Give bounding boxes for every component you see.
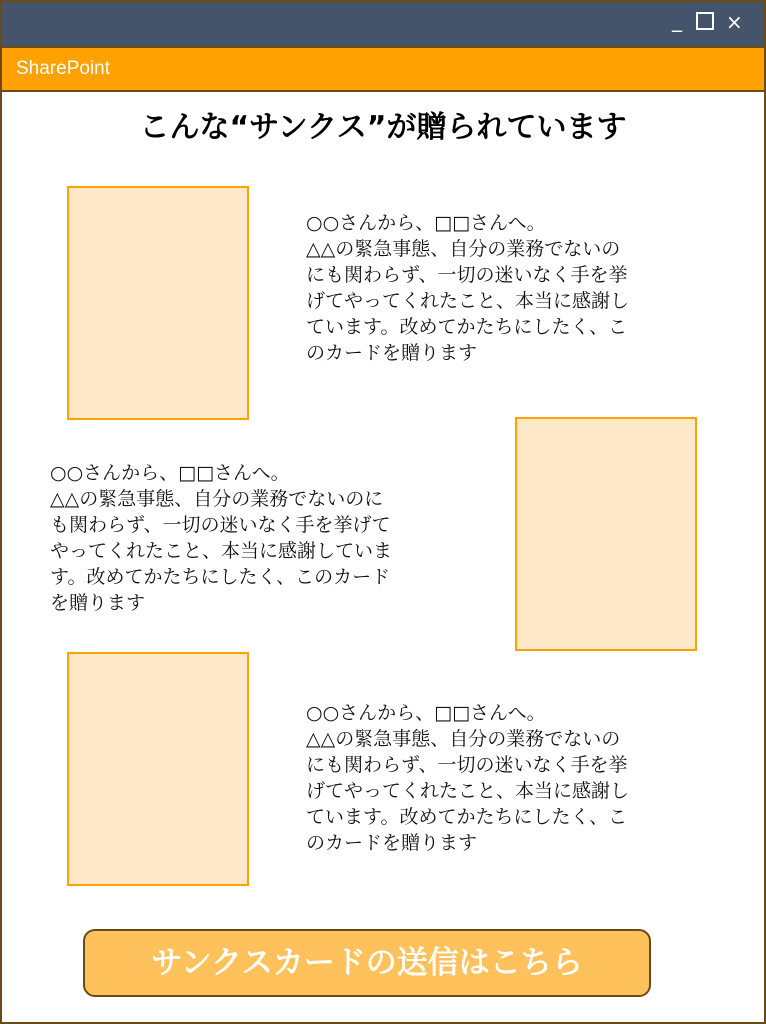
app-name: SharePoint <box>16 58 111 79</box>
minimize-icon[interactable]: _ <box>672 8 682 32</box>
page-title: こんな“サンクス”が贈られています <box>139 110 627 145</box>
card-image-2 <box>515 417 697 651</box>
card-message-2: ○○さんから、□□さんへ。 △△の緊急事態、自分の業務でないのに も関わらず、一切の迷いなく手を挙げて やってくれたこと、本当に感謝していま す。改めてかたちにしたく、このカード を贈ります <box>50 462 393 614</box>
send-thanks-card-button[interactable] <box>83 929 651 997</box>
card-message-1: ○○さんから、□□さんへ。 △△の緊急事態、自分の業務でないの にも関わらず、一切の迷いなく手を挙 げてやってくれたこと、本当に感謝し ています。改めてかたちにしたく、こ のカードを贈ります <box>306 212 630 364</box>
send-thanks-card-label: サンクスカードの送信はこちら <box>151 945 583 981</box>
close-icon[interactable]: × <box>726 10 743 34</box>
maximize-icon[interactable] <box>696 12 714 30</box>
window-titlebar <box>2 2 764 48</box>
card-image-1 <box>67 186 249 420</box>
card-image-3 <box>67 652 249 886</box>
app-header <box>2 48 764 92</box>
card-message-3: ○○さんから、□□さんへ。 △△の緊急事態、自分の業務でないの にも関わらず、一切の迷いなく手を挙 げてやってくれたこと、本当に感謝し ています。改めてかたちにしたく、こ のカードを贈ります <box>306 702 630 854</box>
